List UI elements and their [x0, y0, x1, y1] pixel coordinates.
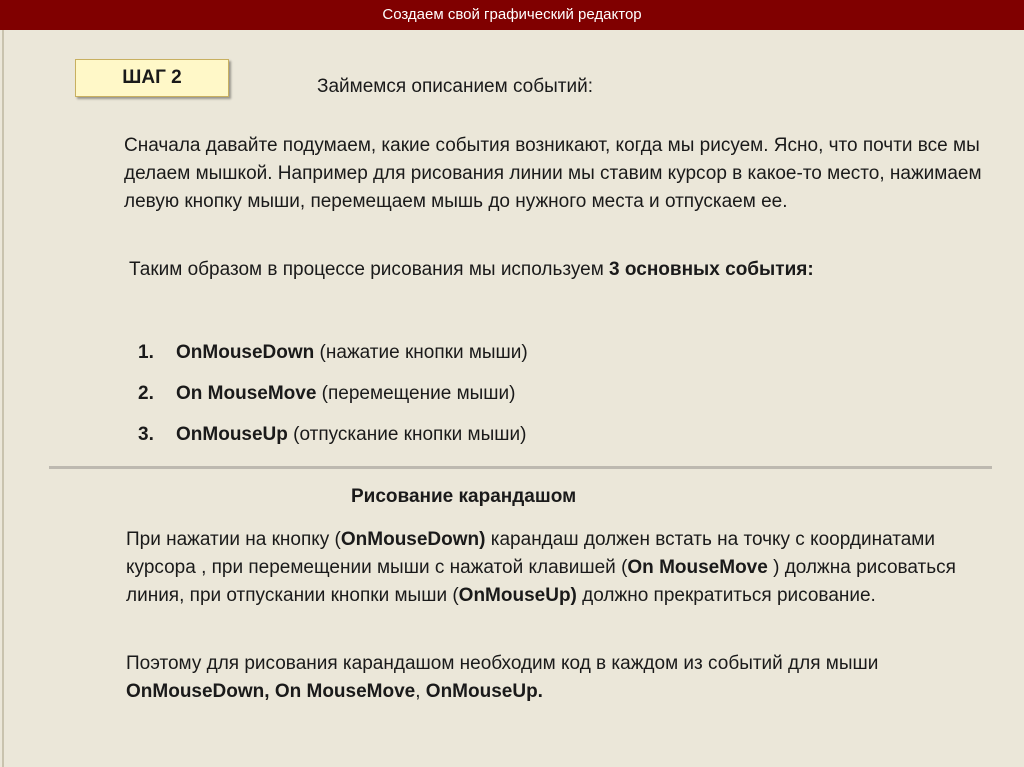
- event-name: OnMouseDown: [176, 342, 315, 363]
- events-list: [138, 338, 528, 461]
- slide-title: Создаем свой графический редактор: [382, 6, 642, 23]
- text-run: ,: [415, 681, 426, 702]
- event-name: On MouseMove: [176, 383, 317, 404]
- left-border-line: [2, 30, 4, 767]
- summary-bold: 3 основных события:: [609, 259, 814, 280]
- intro-paragraph: Сначала давайте подумаем, какие события возникают, когда мы рисуем. Ясно, что почти все мы делаем мышкой. Например для рисования линии мы ставим курсор в какое-то место, нажимаем левую кнопку мыши, перемещаем мышь до нужного места и отпускаем ее.: [124, 135, 982, 212]
- step-label-box: [75, 59, 229, 97]
- list-number: 3.: [138, 424, 154, 445]
- bold-run: OnMouseDown, On MouseMove: [126, 681, 416, 702]
- text-run: карандаш должен встать на точку с координатами курсора , при перемещении мыши с нажатой клавишей (: [126, 529, 935, 578]
- bold-run: OnMouseUp): [458, 585, 577, 606]
- text-run: должно прекратиться рисование.: [576, 585, 876, 606]
- bold-run: OnMouseUp.: [425, 681, 543, 702]
- text-run: ) должна рисоваться линия, при отпускании кнопки мыши (: [126, 557, 956, 606]
- bold-run: OnMouseDown): [340, 529, 486, 550]
- list-item: [138, 379, 528, 420]
- event-description: (перемещение мыши): [316, 383, 516, 404]
- list-number: 1.: [138, 342, 154, 363]
- step-label: ШАГ 2: [122, 67, 182, 88]
- list-item: [138, 420, 528, 461]
- section-heading: Займемся описанием событий:: [317, 76, 593, 97]
- text-run: Поэтому для рисования карандашом необходим код в каждом из событий для мыши: [126, 653, 879, 674]
- slide-title-bar: [0, 0, 1024, 30]
- event-name: OnMouseUp: [176, 424, 288, 445]
- event-description: (нажатие кнопки мыши): [314, 342, 528, 363]
- summary-paragraph: [129, 256, 989, 284]
- conclusion-paragraph: [126, 650, 996, 706]
- text-run: При нажатии на кнопку (: [126, 529, 341, 550]
- bold-run: On MouseMove: [627, 557, 768, 578]
- summary-text: Таким образом в процессе рисования мы используем: [129, 259, 610, 280]
- subsection-heading: Рисование карандашом: [351, 486, 577, 507]
- list-item: [138, 338, 528, 379]
- list-number: 2.: [138, 383, 154, 404]
- pencil-paragraph: [126, 526, 996, 610]
- section-divider: [49, 466, 992, 469]
- event-description: (отпускание кнопки мыши): [287, 424, 527, 445]
